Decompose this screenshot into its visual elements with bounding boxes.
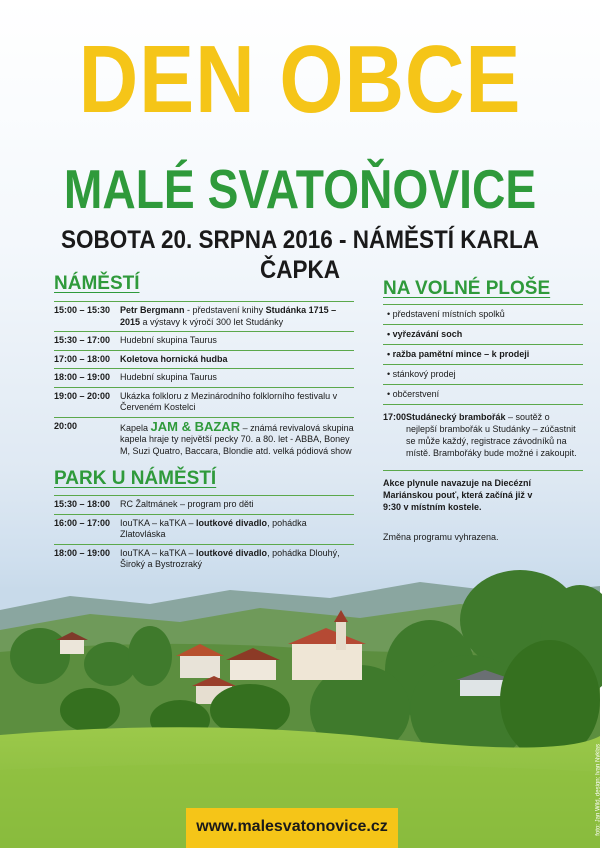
date-place: SOBOTA 20. SRPNA 2016 - NÁMĚSTÍ KARLA ČAPKA [60, 226, 539, 284]
brambor-item [383, 411, 583, 459]
namesti-heading: NÁMĚSTÍ [54, 273, 140, 294]
brambor-desc: Studánecký brambořák – soutěž o nejlepší brambořák u Studánky – zúčastnit se může každý, registrace závodníků na místě. Brambořáky bude možné i zakoupit. [406, 412, 577, 458]
row-desc: Hudební skupina Taurus [120, 372, 217, 382]
row-time: 20:00 [54, 420, 78, 431]
row-desc: RC Žaltmánek – program pro děti [120, 499, 254, 509]
list-item: • vyřezávání soch [383, 325, 583, 345]
schedule-row [54, 302, 354, 332]
pilgrimage-note: Akce plynule navazuje na Diecézní Mariánskou pouť, která začíná již v 9:30 v místním kostele. [383, 478, 533, 512]
list-item: • občerstvení [383, 385, 583, 405]
band-name: JAM & BAZAR [150, 418, 241, 434]
row-time: 15:00 – 15:30 [54, 305, 111, 315]
row-time: 15:30 – 18:00 [54, 499, 111, 509]
row-desc: IouTKA – kaTKA – loutkové divadlo, pohádka Zlatovláska [120, 517, 307, 539]
event-title: DEN OBCE [78, 26, 522, 133]
row-time: 18:00 – 19:00 [54, 372, 111, 382]
list-item: • stánkový prodej [383, 365, 583, 385]
schedule-row [54, 351, 354, 370]
volna-heading: NA VOLNÉ PLOŠE [383, 278, 551, 299]
schedule-row [54, 418, 354, 461]
program-change-note: Změna programu vyhrazena. [383, 532, 499, 542]
row-desc: Kapela JAM & BAZAR – známá revivalová skupina kapela hraje ty největší pecky 70. a 80. let - ABBA, Boney M, Suzi Quatro, Baccara, Blondie atd. velká pódiová show [120, 418, 354, 456]
row-desc: Hudební skupina Taurus [120, 335, 217, 345]
row-desc: IouTKA – kaTKA – loutkové divadlo, pohádka Dlouhý, Široký a Bystrozraký [120, 547, 340, 569]
list-item: • představení místních spolků [383, 305, 583, 325]
divider [383, 470, 583, 471]
row-time: 19:00 – 20:00 [54, 390, 111, 401]
row-time: 15:30 – 17:00 [54, 335, 111, 345]
row-desc: Ukázka folkloru z Mezinárodního folklorního festivalu v Červeném Kostelci [120, 390, 338, 412]
row-time: 16:00 – 17:00 [54, 517, 111, 528]
namesti-schedule [54, 301, 354, 460]
town-title: MALÉ SVATOŇOVICE [63, 158, 537, 220]
landscape-image [0, 560, 600, 848]
row-time: 18:00 – 19:00 [54, 547, 111, 558]
schedule-row [54, 496, 354, 515]
website-url[interactable]: www.malesvatonovice.cz [186, 808, 398, 848]
schedule-row [54, 388, 354, 418]
row-desc: Petr Bergmann - představení knihy Studánka 1715 – 2015 a výstavy k výročí 300 let Studánky [120, 305, 337, 327]
schedule-row [54, 515, 354, 545]
schedule-row [54, 369, 354, 388]
list-item: • ražba pamětní mince – k prodeji [383, 345, 583, 365]
brambor-time: 17:00 [383, 412, 407, 422]
park-heading: PARK U NÁMĚSTÍ [54, 468, 217, 489]
row-desc: Koletova hornická hudba [120, 353, 228, 364]
row-time: 17:00 – 18:00 [54, 353, 111, 364]
schedule-row [54, 332, 354, 351]
photo-credit: foto: Jan Wild, design: Ivan Nyklas [596, 744, 602, 836]
volna-list [383, 304, 583, 405]
